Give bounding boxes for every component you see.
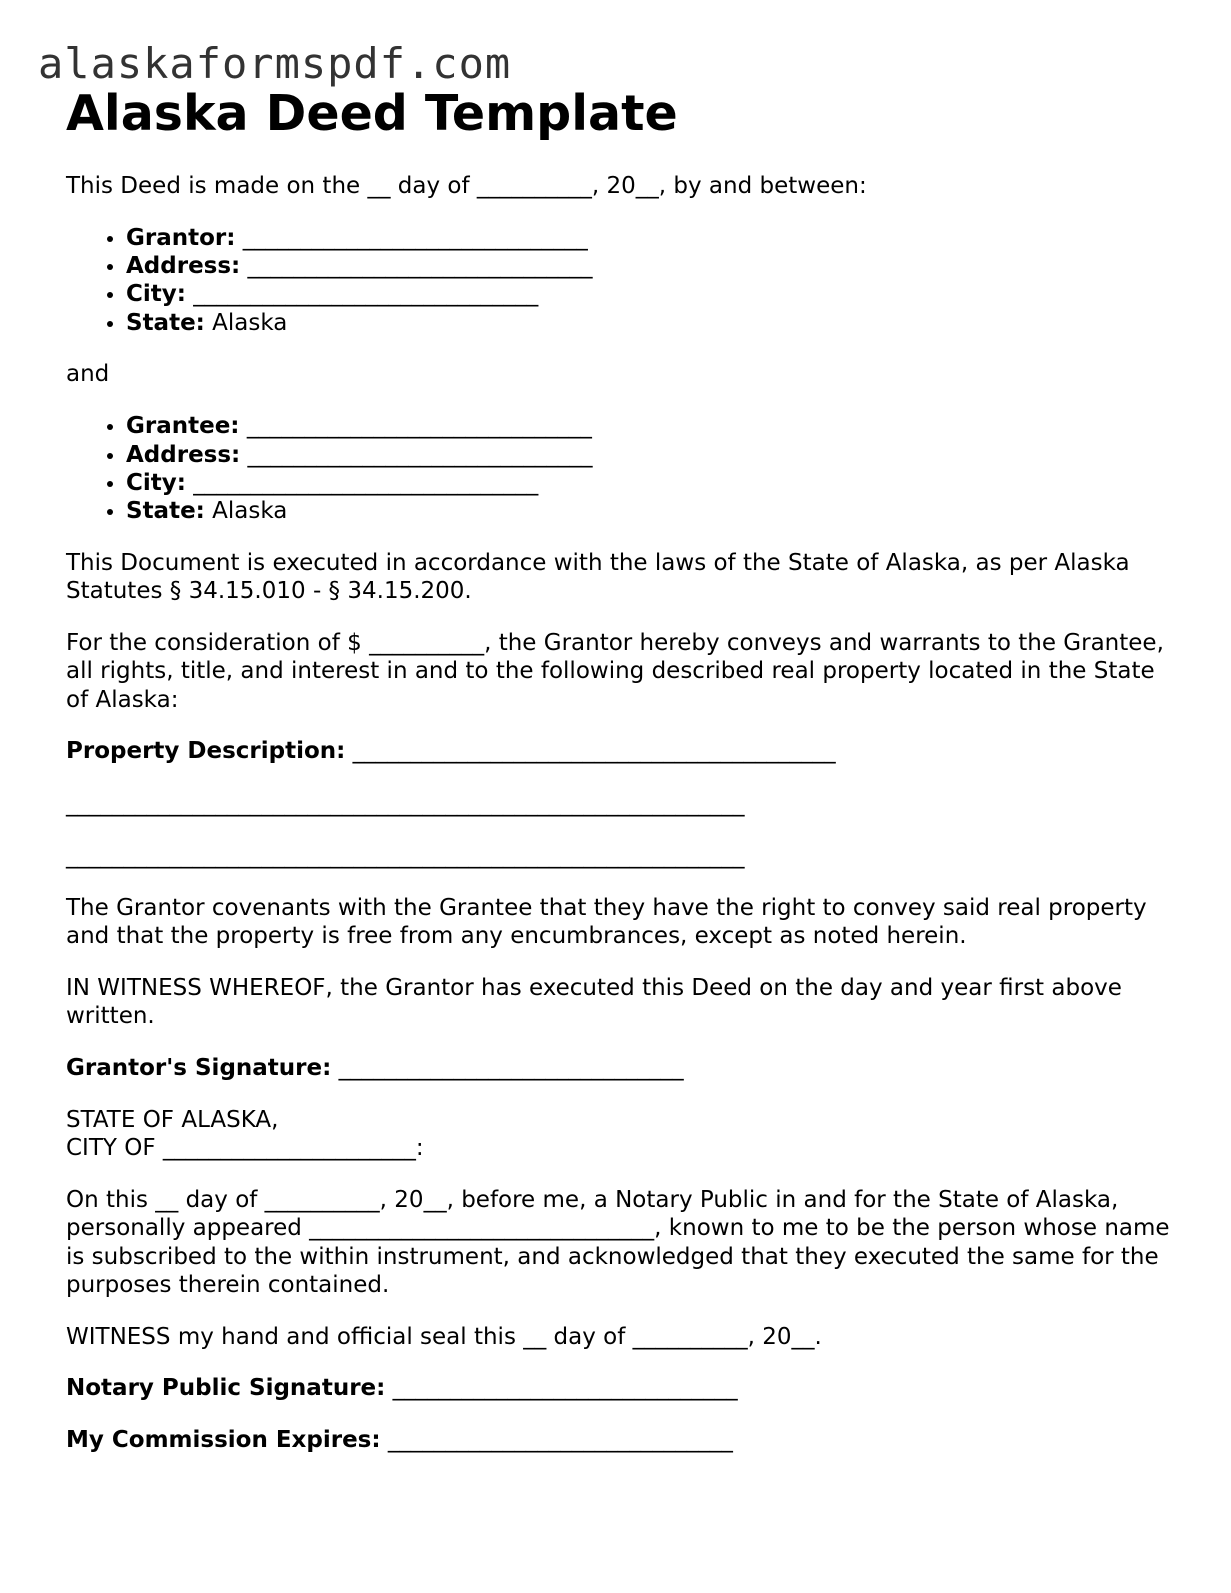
commission-line (66, 1426, 1176, 1454)
state-line: STATE OF ALASKA, (66, 1106, 279, 1133)
property-description-line (66, 737, 1176, 765)
city-line: CITY OF ______________________: (66, 1135, 424, 1162)
grantor-city-item (126, 280, 1176, 308)
grantor-signature-blank: ______________________________ (331, 1055, 684, 1082)
field-label: Address: (126, 441, 241, 468)
grantor-city-blank: ______________________________ (185, 281, 539, 308)
grantor-address-item (126, 252, 1176, 280)
statute-paragraph: This Document is executed in accordance with the laws of the State of Alaska, as per Alaska Statutes § 34.15.010 - § 34.15.200. (66, 549, 1130, 605)
property-blank-1: __________________________________________ (345, 738, 836, 765)
grantor-name-blank: ______________________________ (235, 224, 588, 251)
grantor-state-item (126, 309, 1176, 337)
deed-body (66, 172, 1176, 1478)
field-label: Grantee: (126, 413, 240, 440)
grantee-name-item (126, 412, 1176, 440)
grantor-name-item (126, 224, 1176, 252)
grantee-list (66, 412, 1176, 525)
grantee-state-item (126, 497, 1176, 525)
grantor-signature-line (66, 1054, 1176, 1082)
field-label: State: (126, 309, 205, 336)
notary-signature-label: Notary Public Signature: (66, 1375, 386, 1402)
grantor-list (66, 224, 1176, 337)
field-label: State: (126, 498, 205, 525)
covenant-paragraph: The Grantor covenants with the Grantee that they have the right to convey said real property and that the property is free from any encumbrances, except as noted herein. (66, 894, 1147, 950)
notary-signature-line (66, 1374, 1176, 1402)
witness-paragraph: IN WITNESS WHEREOF, the Grantor has executed this Deed on the day and year first above written. (66, 974, 1122, 1030)
page-title: Alaska Deed Template (66, 85, 678, 142)
field-label: City: (126, 281, 186, 308)
grantor-signature-label: Grantor's Signature: (66, 1055, 332, 1082)
intro-paragraph: This Deed is made on the __ day of __________, 20__, by and between: (66, 173, 867, 199)
grantee-address-item (126, 441, 1176, 469)
grantee-city-item (126, 469, 1176, 497)
grantee-city-blank: ______________________________ (185, 469, 539, 496)
property-label: Property Description: (66, 738, 346, 765)
grantee-state-value: Alaska (204, 498, 288, 525)
witness-seal-paragraph: WITNESS my hand and official seal this __ day of __________, 20__. (66, 1323, 822, 1350)
consideration-paragraph: For the consideration of $ __________, the Grantor hereby conveys and warrants to the Grantee, all rights, title, and interest in and to the following described real property located in the State of Alaska: (66, 630, 1164, 713)
property-blank-3: ___________________________________________________________ (66, 843, 745, 870)
property-blank-2: ___________________________________________________________ (66, 790, 745, 817)
and-text: and (66, 361, 110, 388)
field-label: Grantor: (126, 224, 236, 251)
notary-signature-blank: ______________________________ (385, 1375, 738, 1402)
watermark: alaskaformspdf.com (38, 39, 512, 88)
commission-blank: ______________________________ (380, 1427, 733, 1454)
field-label: City: (126, 469, 186, 496)
field-label: Address: (126, 253, 241, 280)
grantee-address-blank: ______________________________ (240, 441, 593, 468)
grantor-address-blank: ______________________________ (240, 253, 593, 280)
notary-venue (66, 1106, 1176, 1163)
grantor-state-value: Alaska (204, 309, 288, 336)
commission-label: My Commission Expires: (66, 1427, 381, 1454)
notary-acknowledgment: On this __ day of __________, 20__, before me, a Notary Public in and for the State of Alaska, personally appeared ______________________________, known to me to be the person whose name is subscribed to the within instrument, and acknowledged that they executed the same for the purposes therein contained. (66, 1186, 1170, 1298)
grantee-name-blank: ______________________________ (239, 413, 592, 440)
